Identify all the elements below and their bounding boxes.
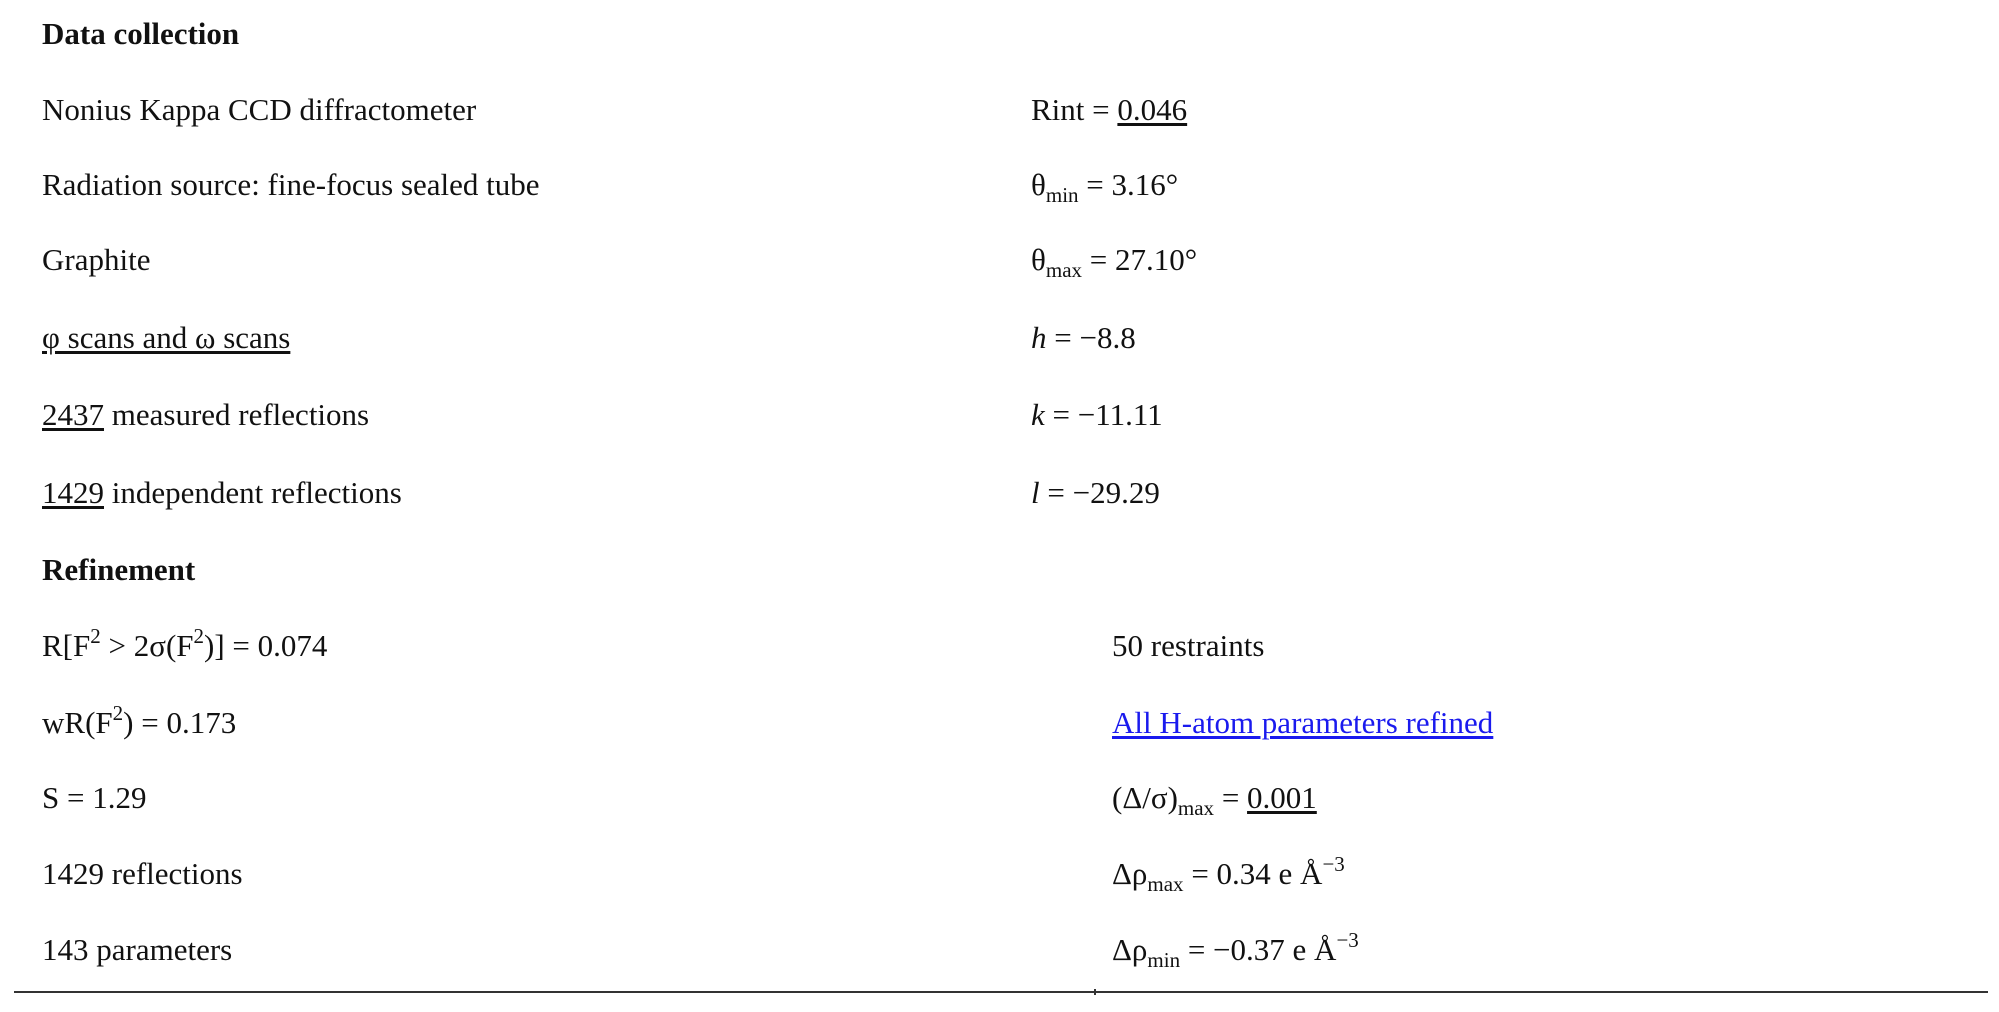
diffractometer-text: Nonius Kappa CCD diffractometer bbox=[42, 92, 477, 127]
restraints-text: 50 restraints bbox=[1112, 628, 1265, 663]
theta-min-number: = 3.16° bbox=[1078, 167, 1179, 202]
refinement-heading: Refinement bbox=[42, 552, 196, 587]
k-symbol: k bbox=[1031, 397, 1045, 432]
rint-number: 0.046 bbox=[1117, 92, 1188, 127]
r-factor-text bbox=[42, 626, 327, 666]
rho-max-superscript: −3 bbox=[1322, 852, 1345, 876]
theta-min-symbol: θ bbox=[1031, 167, 1046, 202]
independent-reflections-text bbox=[42, 473, 402, 513]
h-symbol: h bbox=[1031, 320, 1047, 355]
theta-max-value bbox=[1031, 240, 1197, 280]
rho-min-superscript: −3 bbox=[1336, 928, 1359, 952]
independent-count: 1429 bbox=[42, 475, 104, 510]
max-shift-label: (Δ/σ) bbox=[1112, 780, 1178, 815]
table-bottom-rule-right bbox=[1096, 991, 1988, 993]
rint-value bbox=[1031, 90, 1187, 130]
wr-factor-part-2: ) = 0.173 bbox=[123, 705, 237, 740]
refinement-reflections-text: 1429 reflections bbox=[42, 856, 243, 891]
table-bottom-rule-left bbox=[14, 991, 1096, 993]
rho-max-label: Δρ bbox=[1112, 856, 1148, 891]
measured-label: measured reflections bbox=[104, 397, 370, 432]
measured-reflections-text bbox=[42, 395, 369, 435]
l-range-value bbox=[1031, 473, 1160, 513]
h-range: = −8.8 bbox=[1046, 320, 1136, 355]
rint-label: Rint = bbox=[1031, 92, 1118, 127]
k-range-value bbox=[1031, 395, 1163, 435]
r-factor-part-2: > 2σ(F bbox=[100, 628, 194, 663]
l-range: = −29.29 bbox=[1039, 475, 1160, 510]
radiation-source-text: Radiation source: fine-focus sealed tube bbox=[42, 167, 540, 202]
theta-min-value bbox=[1031, 165, 1178, 205]
h-atom-parameters-link[interactable]: All H-atom parameters refined bbox=[1112, 705, 1494, 740]
max-shift-value bbox=[1112, 778, 1317, 818]
max-shift-subscript: max bbox=[1177, 796, 1215, 820]
r-factor-part-1: R[F bbox=[42, 628, 91, 663]
theta-max-subscript: max bbox=[1045, 258, 1083, 282]
data-collection-heading: Data collection bbox=[42, 16, 240, 51]
max-shift-equals: = bbox=[1214, 780, 1248, 815]
rho-min-label: Δρ bbox=[1112, 932, 1148, 967]
r-factor-part-3: )] = 0.074 bbox=[204, 628, 328, 663]
measured-count: 2437 bbox=[42, 397, 104, 432]
rho-max-number: = 0.34 e Å bbox=[1183, 856, 1323, 891]
theta-min-subscript: min bbox=[1045, 183, 1079, 207]
wr-factor-text bbox=[42, 703, 236, 743]
rho-min-value bbox=[1112, 930, 1359, 970]
l-symbol: l bbox=[1031, 475, 1040, 510]
rho-max-subscript: max bbox=[1147, 872, 1184, 896]
theta-max-number: = 27.10° bbox=[1082, 242, 1198, 277]
r-factor-sup-1: 2 bbox=[90, 624, 101, 648]
rho-min-subscript: min bbox=[1147, 948, 1181, 972]
monochromator-text: Graphite bbox=[42, 242, 151, 277]
max-shift-number: 0.001 bbox=[1247, 780, 1317, 815]
independent-label: independent reflections bbox=[104, 475, 402, 510]
rho-min-number: = −0.37 e Å bbox=[1180, 932, 1337, 967]
k-range: = −11.11 bbox=[1044, 397, 1163, 432]
goodness-of-fit-text: S = 1.29 bbox=[42, 780, 147, 815]
rho-max-value bbox=[1112, 854, 1345, 894]
h-range-value bbox=[1031, 318, 1136, 358]
theta-max-symbol: θ bbox=[1031, 242, 1046, 277]
r-factor-sup-2: 2 bbox=[193, 624, 205, 648]
wr-factor-part-1: wR(F bbox=[42, 705, 113, 740]
parameters-text: 143 parameters bbox=[42, 932, 233, 967]
scan-type-text: φ scans and ω scans bbox=[42, 320, 291, 355]
wr-factor-sup: 2 bbox=[112, 701, 124, 725]
